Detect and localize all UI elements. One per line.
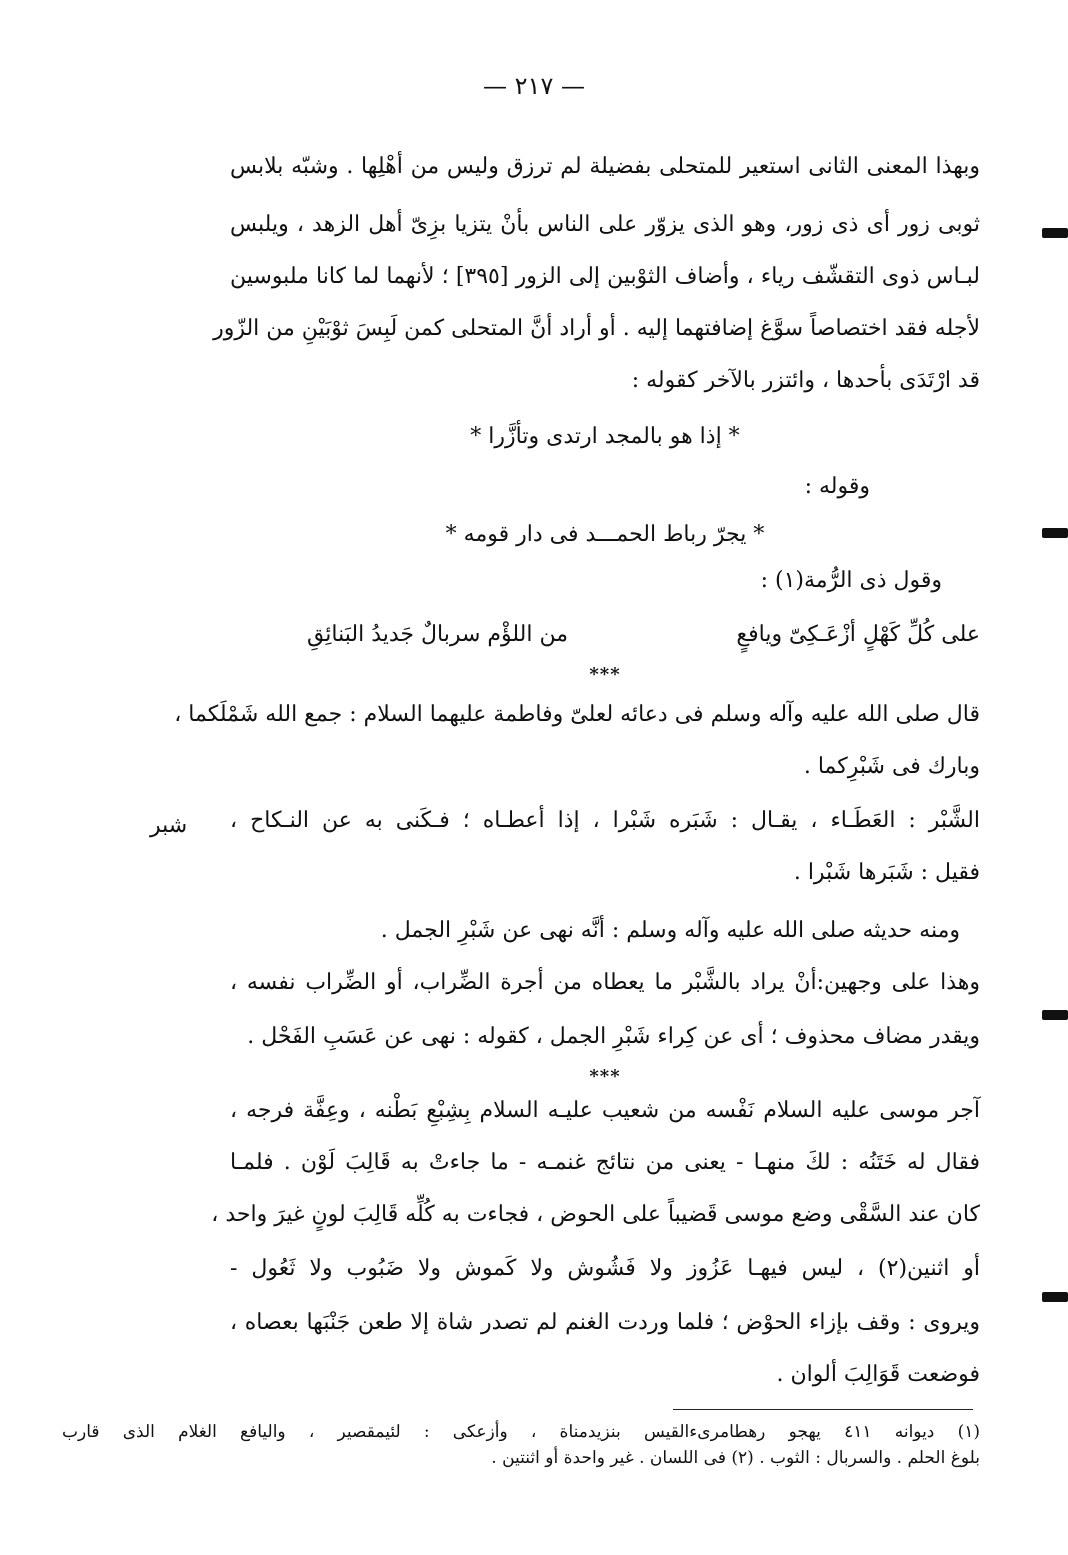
paragraph-line: فقال له خَتَنُه : لكَ منهـا - يعنى من نتائج غنمـه - ما جاءتْ به قَالِبَ لَوْن . فلمـا <box>230 1150 980 1175</box>
paragraph-line: وهذا على وجهين:أنْ يراد بالشَّبْر ما يعطاه من أجرة الضِّراب، أو الضِّراب نفسه ، <box>230 970 980 995</box>
paragraph-line: ومنه حديثه صلى الله عليه وآله وسلم : أنَّه نهى عن شَبْرِ الجمل . <box>380 918 960 943</box>
edge-tab-mark <box>1042 228 1068 238</box>
paragraph-line: كان عند السَّقْى وضع موسى قَضيباً على الحوض ، فجاءت به كُلِّه قَالِبَ لونٍ غيرَ واحد ، <box>211 1202 980 1227</box>
verse-line: * إذا هو بالمجد ارتدى وتأزَّرا * <box>470 424 740 449</box>
main-text <box>174 0 980 1555</box>
paragraph-line: لأجله فقد اختصاصاً سوَّغ إضافتهما إليه . أو أراد أنَّ المتحلى كمن لَبِسَ ثوْبَيْنِ من الزّور <box>213 316 980 341</box>
section-separator: *** <box>589 664 621 685</box>
paragraph-line: لبـاس ذوى التقشّف رياء ، وأضاف الثوْبين إلى الزور [٣٩٥] ؛ لأنهما لما كانا ملبوسين <box>230 264 980 289</box>
footnote-line: بلوغ الحلم . والسربال : الثوب . (٢) فى اللسان . غير واحدة أو اثنتين . <box>491 1448 980 1468</box>
verse-hemistich-right: على كُلِّ كَهْلٍ أزْعَـكِىّ ويافعٍ <box>736 622 980 647</box>
paragraph-line: قال صلى الله عليه وآله وسلم فى دعائه لعلىّ وفاطمة عليهما السلام : جمع الله شَمْلَكما ، <box>174 702 980 727</box>
edge-tab-mark <box>1042 1292 1068 1302</box>
paragraph-line: آجر موسى عليه السلام نَفْسه من شعيب عليـه السلام بِشِبْعِ بَطْنه ، وعِفَّة فرجه ، <box>230 1098 980 1123</box>
paragraph-line: أو اثنين(٢) ، ليس فيهـا عَزُوز ولا فَشُوش ولا كَموش ولا ضَبُوب ولا ثَعُول - <box>230 1256 980 1281</box>
paragraph-line: قد ارْتَدَى بأحدها ، وائتزر بالآخر كقوله : <box>631 368 980 393</box>
paragraph-line: فوضعت قَوَالِبَ ألوان . <box>776 1362 980 1387</box>
footnote-line: (١) ديوانه ٤١١ يهجو رهطامرىءالقيس بنزيدمناة ، وأزعكى : لئيمقصير ، واليافع الغلام الذى قارب <box>62 1422 980 1442</box>
paragraph-line: الشَّبْر : العَطَـاء ، يقـال : شَبَره شَبْرا ، إذا أعطـاه ؛ فـكَنى به عن النـكاح ، <box>230 808 980 833</box>
section-separator: *** <box>589 1066 621 1087</box>
footnote-rule <box>673 1409 973 1410</box>
paragraph-line: ويقدر مضاف محذوف ؛ أى عن كِراء شَبْرِ الجمل ، كقوله : نهى عن عَسَبِ الفَحْل . <box>247 1024 980 1049</box>
page-number: — ٢١٧ — <box>483 72 585 100</box>
verse-line: * يجرّ رباط الحمـــد فى دار قومه * <box>445 522 765 547</box>
paragraph-line: وقوله : <box>804 474 870 499</box>
edge-tab-mark <box>1042 1010 1068 1020</box>
paragraph-line: فقيل : شَبَرها شَبْرا . <box>793 860 980 885</box>
paragraph-line: وقول ذى الرُّمة(١) : <box>760 568 942 593</box>
edge-tab-mark <box>1042 528 1068 538</box>
paragraph-line: ويروى : وقف بإزاء الحوْض ؛ فلما وردت الغنم لم تصدر شاة إلا طعن جَنْبَها بعصاه ، <box>230 1310 980 1335</box>
paragraph-line: وبارك فى شَبْرِكما . <box>803 754 980 779</box>
verse-hemistich-left: من اللؤْم سربالٌ جَديدُ البَنائِقِ <box>306 622 568 647</box>
margin-keyword: شبر <box>150 813 188 838</box>
paragraph-line: ثوبى زور أى ذى زور، وهو الذى يزوّر على الناس بأنْ يتزيا بزِىّ أهل الزهد ، ويلبس <box>230 212 980 237</box>
paragraph-line: وبهذا المعنى الثانى استعير للمتحلى بفضيلة لم ترزق وليس من أهْلِها . وشبّه بلابس <box>230 154 980 179</box>
